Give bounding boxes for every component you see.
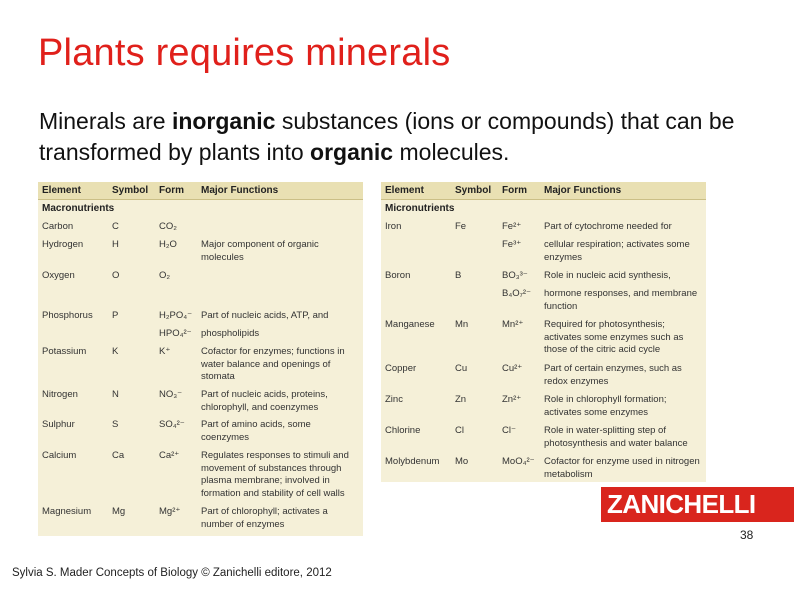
header-functions: Major Functions	[201, 185, 279, 196]
header-form: Form	[159, 185, 184, 196]
cell-functions: Part of nucleic acids, proteins, chlorophyll, and coenzymes	[201, 389, 328, 413]
cell-symbol: O	[112, 270, 120, 281]
cell-symbol: Cu	[455, 363, 468, 374]
cell-form: K⁺	[159, 346, 171, 357]
cell-element: Chlorine	[385, 425, 421, 436]
cell-element: Nitrogen	[42, 389, 78, 400]
cell-functions-2: phospholipids	[201, 328, 260, 339]
header-symbol: Symbol	[455, 185, 492, 196]
cell-symbol: Cl	[455, 425, 464, 436]
cell-form: NO₃⁻	[159, 389, 183, 400]
cell-symbol: Ca	[112, 450, 125, 461]
cell-element: Phosphorus	[42, 310, 93, 321]
cell-functions: Role in chlorophyll formation; activates some enzymes	[544, 394, 667, 418]
cell-symbol: Mg	[112, 506, 126, 517]
cell-form: BO₃³⁻	[502, 270, 528, 281]
cell-symbol: Zn	[455, 394, 467, 405]
cell-symbol: C	[112, 221, 119, 232]
group-label: Micronutrients	[385, 203, 455, 214]
intro-text	[39, 106, 779, 168]
intro-bold-inorganic: inorganic	[171, 108, 276, 134]
cell-form: H₂O	[159, 239, 177, 250]
cell-functions: Regulates responses to stimuli and movement of substances through plasma membrane; involved in formation and stability of cell walls	[201, 450, 349, 499]
intro-bold-organic: organic	[310, 139, 394, 165]
cell-form: Cu²⁺	[502, 363, 523, 374]
cell-element: Iron	[385, 221, 402, 232]
cell-element: Molybdenum	[385, 456, 440, 467]
cell-element: Hydrogen	[42, 239, 84, 250]
cell-element: Boron	[385, 270, 411, 281]
cell-symbol: Mo	[455, 456, 469, 467]
cell-element: Carbon	[42, 221, 74, 232]
cell-form: Mg²⁺	[159, 506, 181, 517]
cell-element: Zinc	[385, 394, 403, 405]
cell-functions: Part of amino acids, some coenzymes	[201, 419, 311, 443]
cell-functions: Cofactor for enzyme used in nitrogen metabolism	[544, 456, 700, 480]
cell-form: Cl⁻	[502, 425, 516, 436]
cell-form: Zn²⁺	[502, 394, 522, 405]
intro-part-3: molecules.	[393, 139, 510, 165]
page-number: 38	[740, 528, 754, 542]
cell-element: Copper	[385, 363, 417, 374]
cell-functions: Role in water-splitting step of photosynthesis and water balance	[544, 425, 688, 449]
footer-credit: Sylvia S. Mader Concepts of Biology © Zanichelli editore, 2012	[12, 567, 332, 579]
cell-form: O₂	[159, 270, 171, 281]
slide-title: Plants requires minerals	[38, 32, 451, 74]
cell-functions: Part of certain enzymes, such as redox enzymes	[544, 363, 682, 387]
cell-element: Magnesium	[42, 506, 92, 517]
cell-element: Calcium	[42, 450, 77, 461]
cell-functions: Major component of organic molecules	[201, 239, 319, 263]
cell-functions: Part of chlorophyll; activates a number of enzymes	[201, 506, 328, 530]
cell-element: Oxygen	[42, 270, 75, 281]
cell-element: Manganese	[385, 319, 435, 330]
table-header	[381, 182, 706, 200]
cell-symbol: Fe	[455, 221, 467, 232]
header-element: Element	[42, 185, 81, 196]
group-label: Macronutrients	[42, 203, 115, 214]
cell-form-2: Fe³⁺	[502, 239, 522, 250]
cell-form: Fe²⁺	[502, 221, 522, 232]
cell-element: Potassium	[42, 346, 87, 357]
cell-form: H₂PO₄⁻	[159, 310, 193, 321]
cell-functions-2: hormone responses, and membrane function	[544, 288, 698, 312]
cell-functions: Part of cytochrome needed for	[544, 221, 672, 232]
cell-functions: Role in nucleic acid synthesis,	[544, 270, 671, 281]
cell-symbol: H	[112, 239, 119, 250]
micronutrients-table	[381, 182, 706, 482]
cell-form: SO₄²⁻	[159, 419, 185, 430]
cell-symbol: S	[112, 419, 119, 430]
cell-symbol: N	[112, 389, 119, 400]
header-element: Element	[385, 185, 424, 196]
cell-functions: Cofactor for enzymes; functions in water balance and openings of stomata	[201, 346, 345, 382]
cell-element: Sulphur	[42, 419, 75, 430]
cell-form: Ca²⁺	[159, 450, 180, 461]
intro-part-1: Minerals are	[39, 108, 172, 134]
cell-symbol: K	[112, 346, 119, 357]
header-symbol: Symbol	[112, 185, 149, 196]
zanichelli-logo: ZANICHELLI	[601, 487, 794, 522]
table-header	[38, 182, 363, 200]
macronutrients-table	[38, 182, 363, 536]
header-functions: Major Functions	[544, 185, 622, 196]
cell-form: Mn²⁺	[502, 319, 524, 330]
cell-form: MoO₄²⁻	[502, 456, 535, 467]
cell-form-2: B₄O₇²⁻	[502, 288, 532, 299]
cell-symbol: Mn	[455, 319, 469, 330]
cell-form: CO₂	[159, 221, 177, 232]
cell-symbol: P	[112, 310, 119, 321]
cell-functions-2: cellular respiration; activates some enzymes	[544, 239, 690, 263]
header-form: Form	[502, 185, 527, 196]
cell-symbol: B	[455, 270, 462, 281]
cell-functions: Part of nucleic acids, ATP, and	[201, 310, 329, 321]
cell-functions: Required for photosynthesis; activates some enzymes such as those of the citric acid cycle	[544, 319, 684, 355]
cell-form-2: HPO₄²⁻	[159, 328, 192, 339]
intro-part-2: substances (ions or compounds) that can be transformed by plants into	[39, 108, 735, 165]
